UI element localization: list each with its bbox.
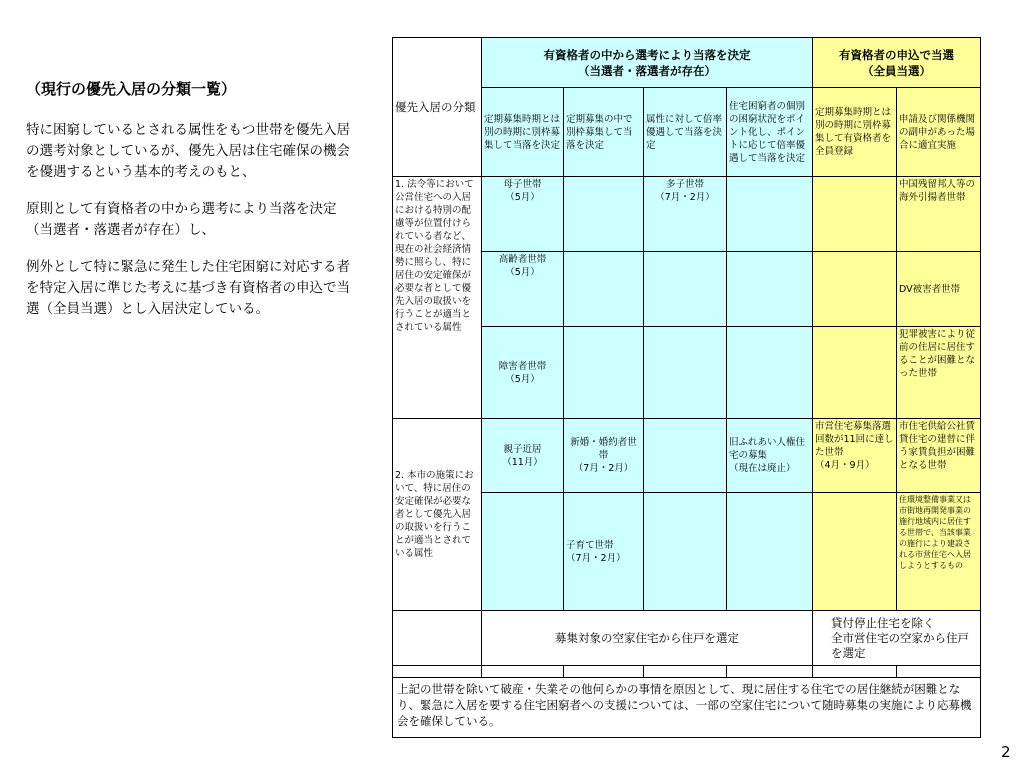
cell-empty (564, 327, 644, 419)
section-heading: （現行の優先入居の分類一覧） (26, 80, 237, 98)
subheader-points-system: 住宅困窮者の個別の困窮状況をポイント化し、ポイントに応じて倍率優遇して当落を決定 (727, 88, 813, 177)
explanation-paragraph-2: 原則として有資格者の中から選考により当落を決定（当選者・落選者が存在）し、 (26, 201, 337, 238)
cell-empty (727, 177, 813, 252)
cell-redevelopment: 住環境整備事業又は市街地再開発事業の施行地域内に居住する世帯で、当該事業の施行により建設される市営住宅へ入居しようとするもの (897, 493, 981, 611)
explanation-paragraph-3: 例外として特に緊急に発生した住宅困窮に対応する者を特定入居に準じた考えに基づき有資格者の申込で当選（全員当選）とし入居決定している。 (26, 259, 350, 317)
priority-classification-table (392, 37, 981, 738)
subheader-within-regular: 定期募集の中で別枠募集して当落を決定 (564, 88, 644, 177)
cell-single-mother: 母子世帯 （5月） (482, 177, 564, 252)
header-lottery: 有資格者の中から選考により当落を決定 （当選者・落選者が存在） (482, 38, 813, 88)
bottom-note: 上記の世帯を除いて破産・失業その他何らかの事情を原因として、現に居住する住宅での居住継続が困難となり、緊急に入居を要する住宅困窮者への支援については、一部の空家住宅について随時募集の実施により応募機会を確保している。 (393, 678, 981, 738)
cell-elderly: 高齢者世帯 （5月） (482, 252, 564, 327)
cell-empty (813, 493, 897, 611)
cell-empty (813, 252, 897, 327)
explanation-panel (26, 76, 362, 336)
cell-empty (564, 252, 644, 327)
explanation-paragraph-1: 特に困窮しているとされる属性をもつ世帯を優先入居の選考対象としているが、優先入居は住宅確保の機会を優遇するという基本的考えのもと、 (26, 122, 350, 180)
category-1-cell (393, 177, 482, 419)
subheader-as-needed: 申請及び関係機関の副申があった場合に適宜実施 (897, 88, 981, 177)
cell-empty (564, 177, 644, 252)
allocation-vacant: 募集対象の空家住宅から住戸を選定 (482, 611, 813, 666)
cell-repatriates: 中国残留邦人等の海外引揚者世帯 (897, 177, 981, 252)
cell-corp-rebuild: 市住宅供給公社賃貸住宅の建替に伴う家賃負担が困難となる世帯 (897, 419, 981, 493)
cell-near-parents: 親子近居 （11月） (482, 419, 564, 493)
cell-empty (644, 493, 727, 611)
page-number: 2 (1001, 743, 1011, 761)
subheader-register-all: 定期募集時期とは別の時期に別枠募集して有資格者を全員登録 (813, 88, 897, 177)
cell-crime-victims: 犯罪被害により従前の住居に居住することが困難となった世帯 (897, 327, 981, 419)
cell-empty (393, 666, 482, 678)
cell-empty (644, 327, 727, 419)
cell-empty (727, 327, 813, 419)
cell-empty (727, 666, 813, 678)
corner-header-cell (393, 38, 482, 177)
cell-empty (393, 611, 482, 666)
cell-dv-victims: DV被害者世帯 (897, 252, 981, 327)
cell-empty (564, 666, 644, 678)
allocation-all-vacant: 貸付停止住宅を除く 全市営住宅の空家から住戸を選定 (813, 611, 981, 666)
header-all-accepted: 有資格者の申込で当選 （全員当選） (813, 38, 981, 88)
cell-empty (897, 666, 981, 678)
cell-newlyweds: 新婚・婚約者世帯 （7月・2月） (564, 419, 644, 493)
cell-empty (644, 666, 727, 678)
cell-repeated-losers: 市営住宅募集落選回数が11回に達した世帯 （4月・9月） (813, 419, 897, 493)
cell-empty (644, 419, 727, 493)
cell-former-fureai: 旧ふれあい人権住宅の募集 （現在は廃止） (727, 419, 813, 493)
subheader-separate-period: 定期募集時期とは別の時期に別枠募集して当落を決定 (482, 88, 564, 177)
subheader-ratio-preference: 属性に対して倍率優遇して当落を決定 (644, 88, 727, 177)
cell-empty (727, 493, 813, 611)
category-2-label: 2. 本市の施策において、特に居住の安定確保が必要な者として優先入居の取扱いを行うことが適当とされている属性 (395, 470, 474, 559)
cell-empty (813, 666, 897, 678)
cell-child-rearing: 子育て世帯 （7月・2月） (564, 493, 644, 611)
cell-empty (482, 493, 564, 611)
cell-empty (644, 252, 727, 327)
corner-header: 優先入居の分類 (395, 99, 476, 114)
category-2-cell (393, 419, 482, 611)
cell-disabled: 障害者世帯 （5月） (482, 327, 564, 419)
category-1-label: 1. 法令等において公営住宅への入居における特別の配慮等が位置付けられている者など、現在の社会経済情勢に照らし、特に居住の安定確保が必要な者として優先入居の取扱いを行うことが適当とされている属性 (395, 179, 474, 333)
cell-empty (727, 252, 813, 327)
cell-many-children: 多子世帯 （7月・2月） (644, 177, 727, 252)
cell-empty (813, 327, 897, 419)
cell-empty (813, 177, 897, 252)
cell-empty (482, 666, 564, 678)
